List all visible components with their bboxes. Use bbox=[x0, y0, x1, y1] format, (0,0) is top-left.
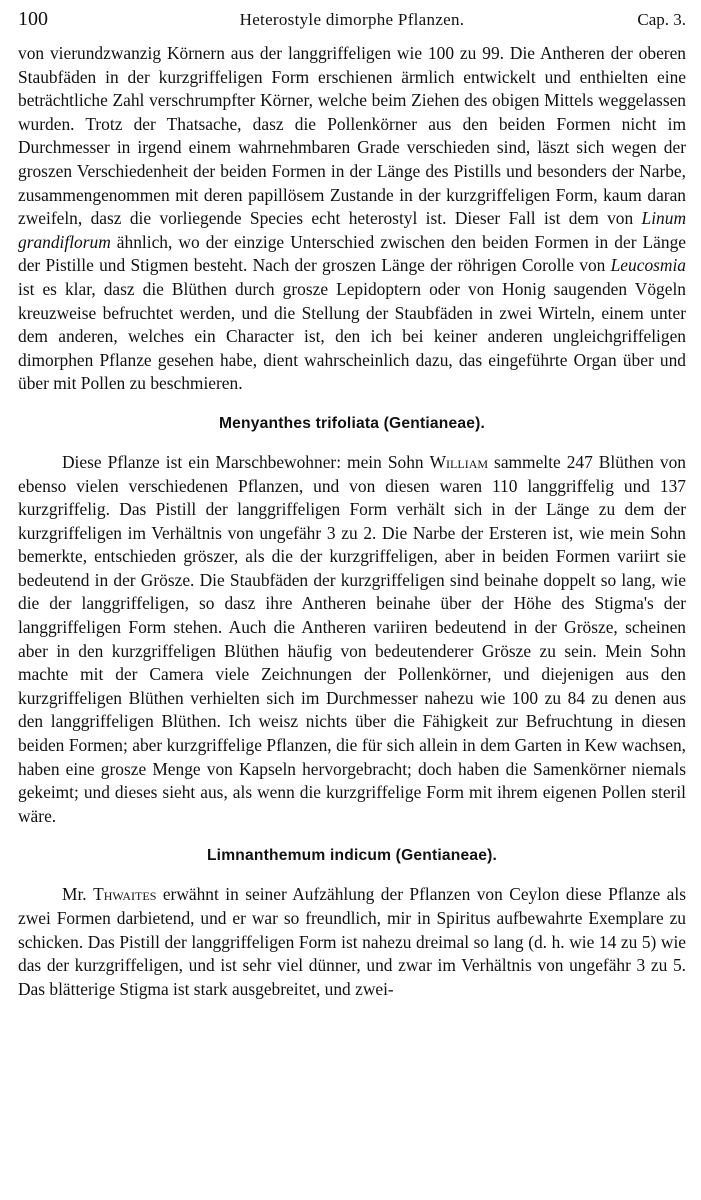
taxon-name-leucosmia: Leucosmia bbox=[610, 255, 686, 276]
paragraph-text bbox=[18, 883, 686, 1001]
page-number: 100 bbox=[18, 8, 48, 30]
text-run: ist es klar, dasz die Blüthen durch grosze Lepidoptern oder von Honig saugenden Vögeln kreuzweise befruchtet werden, und die Stellung der Staubfäden in zwei Wirteln, einem unter dem anderen, welches ein Character ist, den ich bei keiner anderen ungleichgriffeligen dimorphen Pflanze gesehen habe, dient wahrscheinlich dazu, das eingeführte Organ über und über mit Pollen zu beschmieren. bbox=[18, 278, 686, 394]
person-name-william: William bbox=[429, 451, 489, 472]
section-heading-limnanthemum: Limnanthemum indicum (Gentianeae). bbox=[206, 847, 498, 865]
section-heading-menyanthes: Menyanthes trifoliata (Gentianeae). bbox=[218, 414, 486, 432]
text-run: Mr. bbox=[62, 884, 94, 905]
paragraph-text bbox=[18, 42, 686, 396]
book-page bbox=[18, 8, 686, 1001]
running-head bbox=[18, 8, 686, 42]
chapter-reference: Cap. 3. bbox=[637, 10, 686, 29]
paragraph-text bbox=[18, 451, 686, 829]
text-run: ähnlich, wo der einzige Unterschied zwischen den beiden Formen in der Länge der Pistille und Stigmen besteht. Nach der groszen Länge der röhrigen Corolle von bbox=[18, 231, 686, 276]
text-run: erwähnt in seiner Aufzählung der Pflanzen von Ceylon diese Pflanze als zwei Formen darbietend, und er war so freundlich, mir in Spiritus aufbewahrte Exemplare zu schicken. Das Pistill der langgriffeligen Form ist nahezu dreimal so lang (d. h. wie 14 zu 5) wie das der kurzgriffeligen, und ist sehr viel dünner, und zwar im Verhältnis von ungefähr 3 zu 5. Das blätterige Stigma ist stark ausgebreitet, und zwei- bbox=[18, 884, 686, 999]
text-run: von vierundzwanzig Körnern aus der langgriffeligen wie 100 zu 99. Die Antheren der oberen Staubfäden in der kurzgriffeligen Form erschienen ärmlich entwickelt und enthielten eine beträchtliche Zahl verschrumpfter Körner, welche beim Ziehen des obigen Mittels weggelassen wurden. Trotz der Thatsache, dasz die Pollenkörner aus den beiden Formen nicht im Durchmesser in irgend einem wahrnehmbaren Grade verschieden sind, läszt sich wegen der groszen Verschiedenheit der beiden Formen in der Länge des Pistills und besonders der Narbe, zusammengenommen mit deren papillösem Zustande in der kurzgriffeligen Form, kaum daran zweifeln, dasz die vorliegende Species echt heterostyl ist. Dieser Fall ist dem von bbox=[18, 43, 686, 229]
running-title: Heterostyle dimorphe Pflanzen. bbox=[239, 10, 465, 29]
text-run: Diese Pflanze ist ein Marschbewohner: mein Sohn bbox=[62, 451, 430, 472]
text-run: sammelte 247 Blüthen von ebenso vielen verschiedenen Pflanzen, und von diesen waren 110 langgriffelig und 137 kurzgriffelig. Das Pistill der langgriffeligen Form verhält sich in der Länge zu dem der kurzgriffeligen im Verhältnis von ungefähr 3 zu 2. Die Narbe der Ersteren ist, wie mein Sohn bemerkte, entschieden gröszer, als die der kurzgriffeligen, aber in beiden Formen variirt sie bedeutend in der Grösze. Die Staubfäden der kurzgriffeligen sind beinahe doppelt so lang, wie die der langgriffeligen, so dasz ihre Antheren beinahe über der Höhe des Stigma's der langgriffeligen Form stehen. Auch die Antheren variiren bedeutend in der Grösze, scheinen aber in den kurzgriffeligen Blüthen häufig von bedeutenderer Grösze zu sein. Mein Sohn machte mit der Camera viele Zeichnungen der Pollenkörner, und diejenigen aus den kurzgriffeligen Blüthen verhielten sich im Durchmesser nahezu wie 100 zu 84 zu denen aus den langgriffeligen Blüthen. Ich weisz nichts über die Fähigkeit zur Befruchtung in diesen beiden Formen; aber kurzgriffelige Pflanzen, die für sich allein in dem Garten in Kew wachsen, haben eine grosze Menge von Kapseln hervorgebracht; doch haben die Samenkörner niemals gekeimt; und dieses sieht aus, als wenn die kurzgriffelige Form mit ihrem eigenen Pollen steril wäre. bbox=[18, 451, 686, 826]
paragraph-menyanthes bbox=[18, 451, 686, 829]
paragraph-limnanthemum bbox=[18, 883, 686, 1001]
paragraph-leucosmia-continuation bbox=[18, 42, 686, 396]
person-name-thwaites: Thwaites bbox=[93, 884, 157, 905]
taxon-name-linum: Linum grandiflorum bbox=[18, 208, 686, 252]
